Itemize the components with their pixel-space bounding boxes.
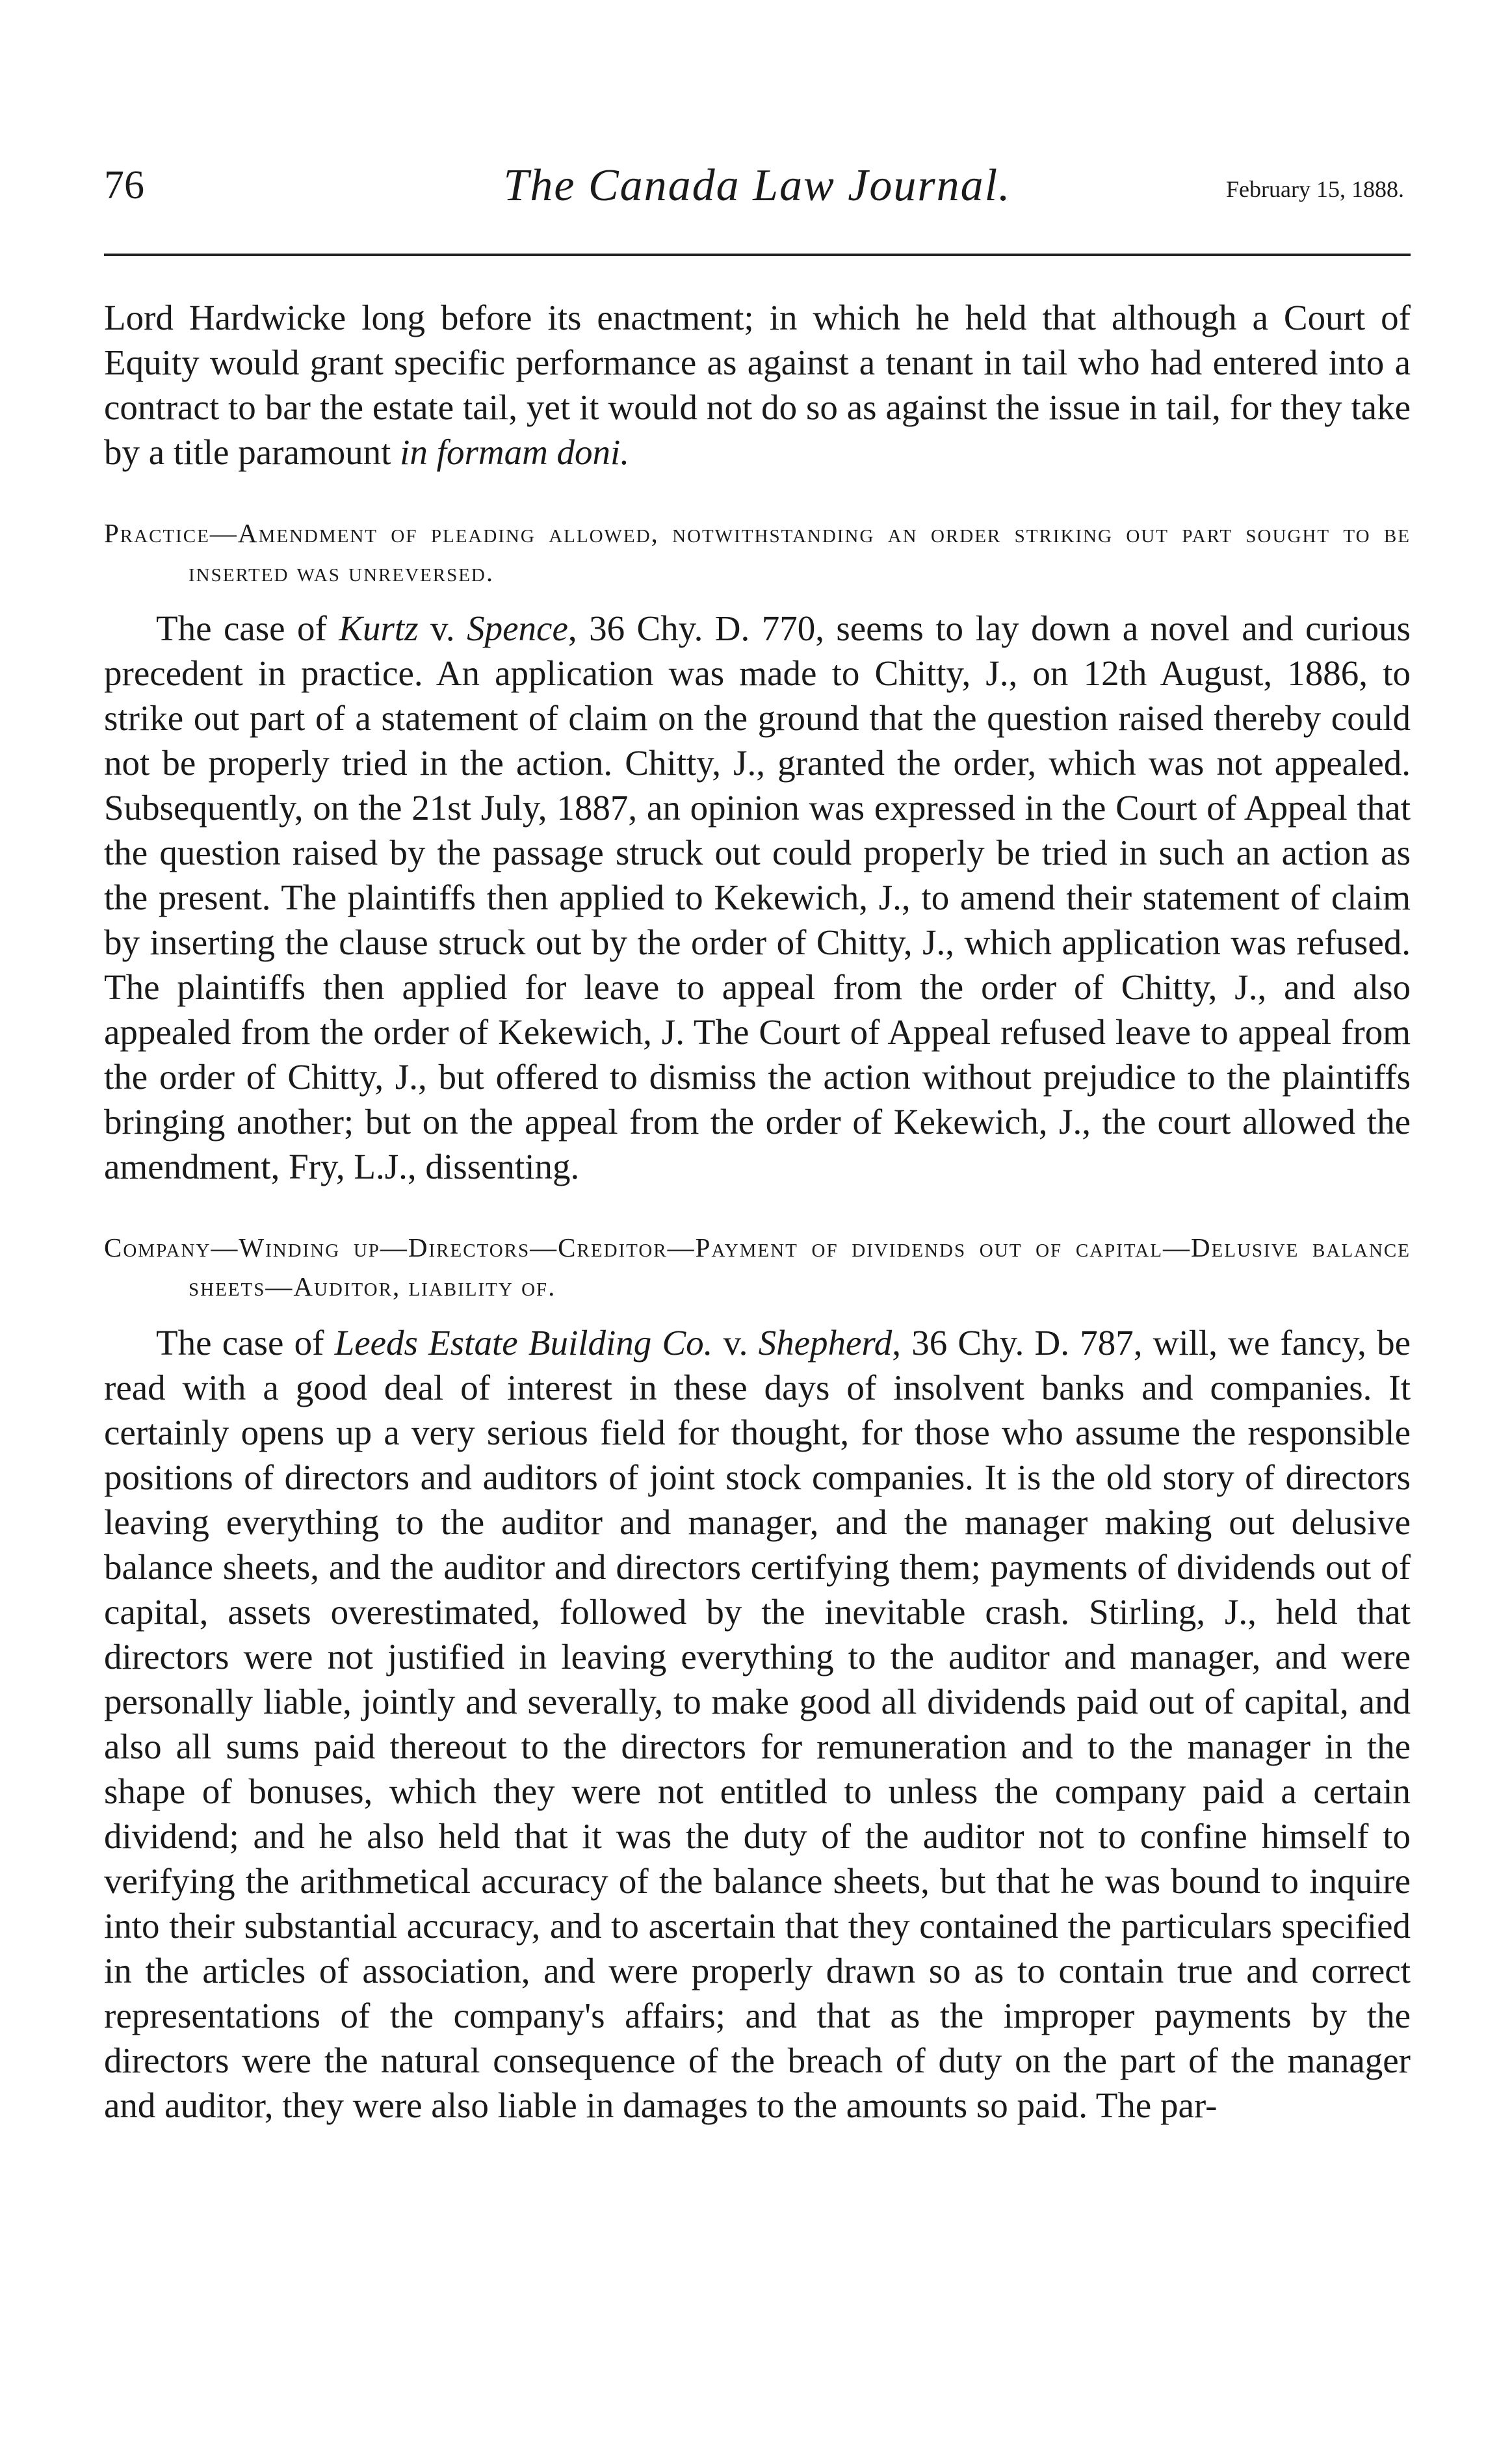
body-text: v. <box>712 1323 759 1363</box>
section-body-company <box>104 1320 1411 2128</box>
body-text: v. <box>418 608 467 648</box>
journal-title: The Canada Law Journal. <box>503 161 1011 211</box>
case-party: Kurtz <box>339 608 419 648</box>
intro-text: Lord Hardwicke long before its enactment; in which he held that although a Court of Equity would grant specific performance as against a tenant in tail who had entered into a contract to bar the estate tail, yet it would not do so as against the issue in tail, for they take by a title paramount <box>104 298 1411 472</box>
page-number: 76 <box>104 163 144 207</box>
intro-paragraph <box>104 295 1411 475</box>
body-text: , 36 Chy. D. 770, seems to lay down a novel and curious precedent in practice. An application was made to Chitty, J., on 12th August, 1886, to strike out part of a statement of claim on the ground that the question raised thereby could not be properly tried in the action. Chitty, J., granted the order, which was not appealed. Subsequently, on the 21st July, 1887, an opinion was expressed in the Court of Appeal that the question raised by the passage struck out could properly be tried in such an action as the present. The plaintiffs then applied to Kekewich, J., to amend their statement of claim by inserting the clause struck out by the order of Chitty, J., which application was refused. The plaintiffs then applied for leave to appeal from the order of Chitty, J., and also appealed from the order of Kekewich, J. The Court of Appeal refused leave to appeal from the order of Chitty, J., but offered to dismiss the action without prejudice to the plaintiffs bringing another; but on the appeal from the order of Kekewich, J., the court allowed the amendment, Fry, L.J., dissenting. <box>104 608 1411 1186</box>
issue-date: February 15, 1888. <box>1226 176 1404 202</box>
case-party: Spence <box>467 608 568 648</box>
case-party: Shepherd <box>758 1323 893 1363</box>
body-text: The case of <box>156 608 339 648</box>
running-head <box>104 156 1411 228</box>
section-body-practice <box>104 606 1411 1189</box>
section-heading-company: Company—Winding up—Directors—Creditor—Payment of dividends out of capital—Delusive balance sheets—Auditor, liability of. <box>104 1233 1411 1301</box>
body-text: , 36 Chy. D. 787, will, we fancy, be read with a good deal of interest in these days of insolvent banks and companies. It certainly opens up a very serious field for thought, for those who assume the responsible positions of directors and auditors of joint stock companies. It is the old story of directors leaving everything to the auditor and manager, and the manager making out delusive balance sheets, and the auditor and directors certifying them; payments of dividends out of capital, assets overestimated, followed by the inevitable crash. Stirling, J., held that directors were not justified in leaving everything to the auditor and manager, and were personally liable, jointly and severally, to make good all dividends paid out of capital, and also all sums paid thereout to the directors for remuneration and to the manager in the shape of bonuses, which they were not entitled to unless the company paid a certain dividend; and he also held that it was the duty of the auditor not to confine himself to verifying the arithmetical accuracy of the balance sheets, but that he was bound to inquire into their substantial accuracy, and to ascertain that they contained the particulars specified in the articles of association, and were properly drawn so as to contain true and correct representations of the company's affairs; and that as the improper payments by the directors were the natural consequence of the breach of duty on the part of the manager and auditor, they were also liable in damages to the amounts so paid. The par- <box>104 1323 1411 2125</box>
header-rule <box>104 254 1411 256</box>
body-text: The case of <box>156 1323 335 1363</box>
intro-italic: in formam doni. <box>400 432 630 472</box>
journal-page <box>104 156 1411 2128</box>
section-heading-practice: Practice—Amendment of pleading allowed, notwithstanding an order striking out part sought to be inserted was unreversed. <box>104 518 1411 587</box>
case-party: Leeds Estate Building Co. <box>334 1323 713 1363</box>
